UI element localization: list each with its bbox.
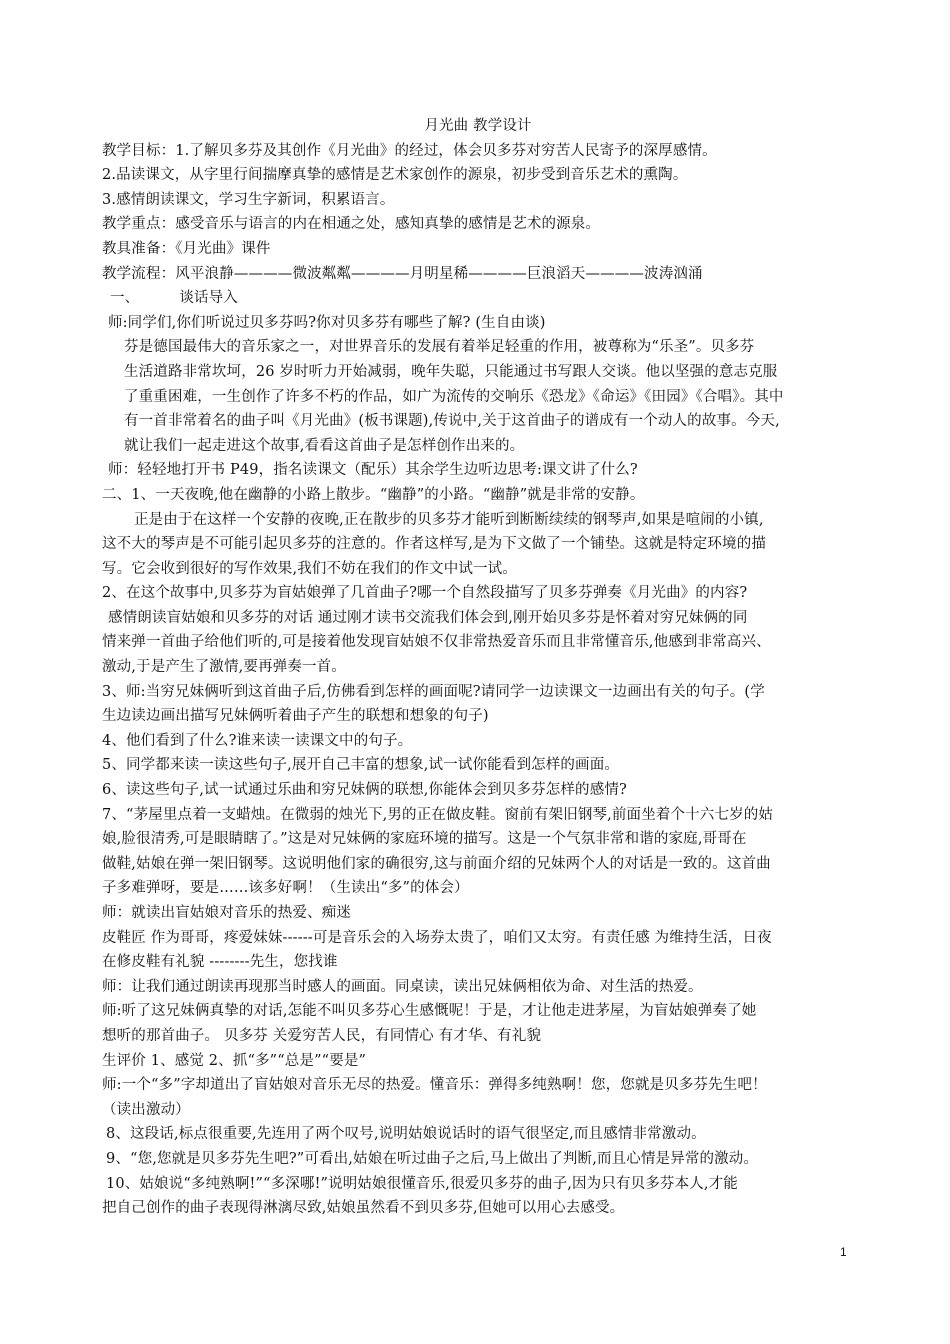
paragraph-line: 2、在这个故事中,贝多芬为盲姑娘弹了几首曲子?哪一个自然段描写了贝多芬弹奏《月光曲》的内容? [102, 585, 748, 602]
paragraph-line: 师:听了这兄妹俩真挚的对话,怎能不叫贝多芬心生感慨呢！于是，才让他走进茅屋，为盲姑娘弹奏了她 [102, 1003, 757, 1020]
teaching-goal-line: 教学目标：1.了解贝多芬及其创作《月光曲》的经过，体会贝多芬对穷苦人民寄予的深厚感情。 [102, 142, 717, 159]
teaching-goal-line: 2.品读课文，从字里行间揣摩真挚的感情是艺术家创作的源泉，初步受到音乐艺术的熏陶。 [102, 167, 688, 184]
paragraph-line: 8、这段话,标点很重要,先连用了两个叹号,说明姑娘说话时的语气很坚定,而且感情非常激动。 [106, 1126, 706, 1143]
paragraph-line: 生评价 1、感觉 2、抓“多”“总是”“要是” [102, 1052, 367, 1069]
paragraph-line: （读出激动） [102, 1101, 190, 1118]
paragraph-line: 激动,于是产生了激情,要再弹奏一首。 [102, 659, 346, 676]
paragraph-line: 10、姑娘说“多纯熟啊!”“多深哪!”说明姑娘很懂音乐,很爱贝多芬的曲子,因为只有贝多芬本人,才能 [106, 1175, 738, 1192]
intro-paragraph-line: 了重重困难，一生创作了许多不朽的作品，如广为流传的交响乐《恐龙》《命运》《田园》《合唱》。其中 [124, 388, 784, 405]
reading-line: 感情朗读盲姑娘和贝多芬的对话 通过刚才读书交流我们体会到,刚开始贝多芬是怀着对穷兄妹俩的同 [108, 609, 748, 626]
teaching-focus-line: 教学重点：感受音乐与语言的内在相通之处，感知真挚的感情是艺术的源泉。 [102, 216, 601, 233]
paragraph-line: 5、同学都来读一读这些句子,展开自己丰富的想象,试一试你能看到怎样的画面。 [102, 757, 619, 774]
paragraph-line: 3、师:当穷兄妹俩听到这首曲子后,仿佛看到怎样的画面呢?请同学一边读课文一边画出有关的句子。(学 [102, 683, 765, 700]
teaching-flow-line: 教学流程：风平浪静————微波粼粼————月明星稀————巨浪滔天————波涛汹涌 [102, 265, 703, 282]
part2-item-line: 二、1、一天夜晚,他在幽静的小路上散步。“幽静”的小路。“幽静”就是非常的安静。 [102, 486, 645, 503]
paragraph-line: 师:一个“多”字却道出了盲姑娘对音乐无尽的热爱。懂音乐：弹得多纯熟啊！您，您就是贝多芬先生吧！ [102, 1077, 767, 1094]
intro-paragraph-line: 生活道路非常坎坷，26 岁时听力开始减弱，晚年失聪，只能通过书写跟人交谈。他以坚强的意志克服 [124, 363, 778, 380]
paragraph-line: 子多难弹呀，要是……该多好啊！（生读出“多”的体会） [102, 880, 469, 897]
intro-paragraph-line: 就让我们一起走进这个故事,看看这首曲子是怎样创作出来的。 [124, 437, 525, 454]
paragraph-line: 师：就读出盲姑娘对音乐的热爱、痴迷 [102, 905, 352, 921]
page-number: 1 [840, 1245, 847, 1259]
paragraph-line: 9、“您,您就是贝多芬先生吧?”可看出,姑娘在听过曲子之后,马上做出了判断,而且心情是异常的激动。 [106, 1150, 759, 1167]
document-body [102, 114, 854, 1221]
paragraph-line: 把自己创作的曲子表现得淋漓尽致,姑娘虽然看不到贝多芬,但她可以用心去感受。 [102, 1200, 625, 1217]
section-number: 一、 [110, 290, 140, 307]
intro-paragraph-line: 有一首非常着名的曲子叫《月光曲》(板书课题),传说中,关于这首曲子的谱成有一个动人的故事。今天, [124, 413, 780, 430]
paragraph-line: 师：让我们通过朗读再现那当时感人的画面。同桌读，读出兄妹俩相依为命、对生活的热爱。 [102, 978, 703, 995]
paragraph-line: 正是由于在这样一个安静的夜晚,正在散步的贝多芬才能听到断断续续的钢琴声,如果是喧闹的小镇, [134, 511, 764, 528]
paragraph-line: 这不大的琴声是不可能引起贝多芬的注意的。作者这样写,是为下文做了一个铺垫。这就是特定环境的描 [102, 536, 767, 553]
intro-paragraph-line: 芬是德国最伟大的音乐家之一，对世界音乐的发展有着举足轻重的作用，被尊称为“乐圣”。贝多芬 [124, 339, 755, 356]
paragraph-line: 娘,脸很清秀,可是眼睛瞎了。”这是对兄妹俩的家庭环境的描写。这是一个气氛非常和谐的家庭,哥哥在 [102, 831, 747, 848]
paragraph-line: 皮鞋匠 作为哥哥，疼爱妹妹------可是音乐会的入场券太贵了，咱们又太穷。有责任感 为维持生活，日夜 [102, 929, 772, 946]
section-title: 谈话导入 [179, 290, 238, 307]
paragraph-line: 7、“茅屋里点着一支蜡烛。在微弱的烛光下,男的正在做皮鞋。窗前有架旧钢琴,前面坐着个十六七岁的姑 [102, 806, 774, 823]
intro-question: 师:同学们,你们听说过贝多芬吗?你对贝多芬有哪些了解? (生自由谈) [108, 314, 546, 331]
paragraph-line: 做鞋,姑娘在弹一架旧钢琴。这说明他们家的确很穷,这与前面介绍的兄妹两个人的对话是一致的。这首曲 [102, 855, 771, 872]
paragraph-line: 在修皮鞋有礼貌 --------先生，您找谁 [102, 954, 338, 971]
paragraph-line: 4、他们看到了什么?谁来读一读课文中的句子。 [102, 732, 413, 749]
teaching-goal-line: 3.感情朗读课文，学习生字新词，积累语言。 [102, 191, 395, 208]
paragraph-line: 想听的那首曲子。 贝多芬 关爱穷苦人民，有同情心 有才华、有礼貌 [102, 1027, 542, 1044]
paragraph-line: 情来弹一首曲子给他们听的,可是接着他发现盲姑娘不仅非常热爱音乐而且非常懂音乐,他感到非常高兴、 [102, 634, 771, 651]
section-heading [102, 286, 854, 311]
paragraph-line: 生边读边画出描写兄妹俩听着曲子产生的联想和想象的句子) [102, 708, 489, 725]
paragraph-line: 写。它会收到很好的写作效果,我们不妨在我们的作文中试一试。 [102, 560, 517, 577]
document-title: 月光曲 教学设计 [424, 118, 532, 134]
teacher-instruction: 师：轻轻地打开书 P49，指名读课文（配乐）其余学生边听边思考:课文讲了什么? [108, 462, 638, 479]
teaching-tools-line: 教具准备：《月光曲》课件 [102, 240, 271, 257]
paragraph-line: 6、读这些句子,试一试通过乐曲和穷兄妹俩的联想,你能体会到贝多芬怎样的感情? [102, 782, 627, 799]
